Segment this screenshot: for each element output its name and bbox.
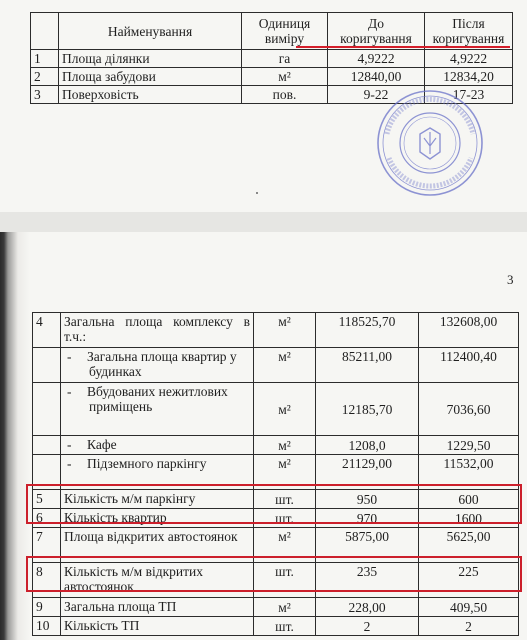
table-row bbox=[33, 436, 519, 455]
row-name-text: Загальна площа квартир у будинках bbox=[87, 349, 237, 379]
row-name: Кількість квартир bbox=[61, 509, 254, 528]
row-before: 118525,70 bbox=[316, 313, 419, 348]
row-before: 21129,00 bbox=[316, 455, 419, 490]
table-header-row bbox=[31, 13, 513, 50]
row-number bbox=[33, 383, 61, 436]
row-after: 5625,00 bbox=[419, 528, 519, 563]
row-name: Кількість ТП bbox=[61, 617, 254, 636]
row-after: 7036,60 bbox=[419, 383, 519, 436]
row-name bbox=[61, 383, 254, 436]
table-row bbox=[33, 348, 519, 383]
document-page-1 bbox=[0, 0, 527, 212]
table-row bbox=[31, 50, 513, 68]
highlight-box-rows-5-6 bbox=[26, 484, 522, 524]
row-unit: м² bbox=[254, 598, 316, 617]
row-unit: м² bbox=[242, 68, 328, 86]
row-name: Кількість м/м відкритих автостоянок bbox=[61, 563, 254, 598]
row-after: 2 bbox=[419, 617, 519, 636]
row-number bbox=[33, 436, 61, 455]
header-name: Найменування bbox=[59, 13, 242, 50]
row-number bbox=[33, 348, 61, 383]
row-after: 112400,40 bbox=[419, 348, 519, 383]
row-after: 1600 bbox=[419, 509, 519, 528]
header-before: До коригування bbox=[328, 13, 425, 50]
row-unit: м² bbox=[254, 436, 316, 455]
row-number: 8 bbox=[33, 563, 61, 598]
row-unit: м² bbox=[254, 528, 316, 563]
row-number: 1 bbox=[31, 50, 59, 68]
row-name: Площа забудови bbox=[59, 68, 242, 86]
row-after: 11532,00 bbox=[419, 455, 519, 490]
row-before: 12840,00 bbox=[328, 68, 425, 86]
row-after: 225 bbox=[419, 563, 519, 598]
row-before: 950 bbox=[316, 490, 419, 509]
row-name: Загальна площа комплексу в т.ч.: bbox=[61, 313, 254, 348]
row-unit: шт. bbox=[254, 490, 316, 509]
table-row bbox=[33, 617, 519, 636]
list-dash: - bbox=[67, 384, 72, 399]
row-number: 7 bbox=[33, 528, 61, 563]
page-separator bbox=[0, 212, 527, 232]
row-after: 4,9222 bbox=[425, 50, 513, 68]
row-number: 6 bbox=[33, 509, 61, 528]
row-before: 9-22 bbox=[328, 86, 425, 104]
row-name: Кількість м/м паркінгу bbox=[61, 490, 254, 509]
row-before: 5875,00 bbox=[316, 528, 419, 563]
row-number: 9 bbox=[33, 598, 61, 617]
row-unit: м² bbox=[254, 455, 316, 490]
page-number: 3 bbox=[507, 272, 514, 287]
row-after: 409,50 bbox=[419, 598, 519, 617]
row-after: 17-23 bbox=[425, 86, 513, 104]
row-before: 4,9222 bbox=[328, 50, 425, 68]
row-before: 85211,00 bbox=[316, 348, 419, 383]
row-unit: шт. bbox=[254, 509, 316, 528]
highlight-box-row-8 bbox=[26, 556, 522, 592]
row-name: Площа ділянки bbox=[59, 50, 242, 68]
row-name bbox=[61, 436, 254, 455]
row-before: 12185,70 bbox=[316, 383, 419, 436]
header-number bbox=[31, 13, 59, 50]
row-name-text: Кафе bbox=[87, 437, 117, 452]
row-number: 2 bbox=[31, 68, 59, 86]
list-dash: - bbox=[67, 349, 72, 364]
row-before: 2 bbox=[316, 617, 419, 636]
row-before: 1208,0 bbox=[316, 436, 419, 455]
row-after: 132608,00 bbox=[419, 313, 519, 348]
row-unit: м² bbox=[254, 348, 316, 383]
row-before: 228,00 bbox=[316, 598, 419, 617]
row-number: 4 bbox=[33, 313, 61, 348]
scan-speck bbox=[256, 192, 258, 194]
row-unit: га bbox=[242, 50, 328, 68]
highlight-underline bbox=[296, 46, 510, 48]
row-name: Поверховість bbox=[59, 86, 242, 104]
row-name-text: Підземного паркінгу bbox=[87, 456, 207, 471]
row-name-text: Вбудованих нежитлових приміщень bbox=[87, 384, 228, 414]
table-row bbox=[33, 383, 519, 436]
row-unit: м² bbox=[254, 383, 316, 436]
row-name: Загальна площа ТП bbox=[61, 598, 254, 617]
list-dash: - bbox=[67, 456, 72, 471]
table-row bbox=[31, 68, 513, 86]
row-number: 5 bbox=[33, 490, 61, 509]
header-after: Після коригування bbox=[425, 13, 513, 50]
official-seal-stamp bbox=[375, 88, 485, 198]
row-name bbox=[61, 348, 254, 383]
row-after: 600 bbox=[419, 490, 519, 509]
table-row bbox=[33, 313, 519, 348]
list-dash: - bbox=[67, 437, 72, 452]
row-unit: м² bbox=[254, 313, 316, 348]
row-number: 3 bbox=[31, 86, 59, 104]
row-unit: пов. bbox=[242, 86, 328, 104]
row-before: 235 bbox=[316, 563, 419, 598]
table-row bbox=[33, 598, 519, 617]
row-name: Площа відкритих автостоянок bbox=[61, 528, 254, 563]
row-number: 10 bbox=[33, 617, 61, 636]
row-after: 1229,50 bbox=[419, 436, 519, 455]
header-unit: Одиниця виміру bbox=[242, 13, 328, 50]
row-unit: шт. bbox=[254, 563, 316, 598]
row-before: 970 bbox=[316, 509, 419, 528]
row-unit: шт. bbox=[254, 617, 316, 636]
row-after: 12834,20 bbox=[425, 68, 513, 86]
